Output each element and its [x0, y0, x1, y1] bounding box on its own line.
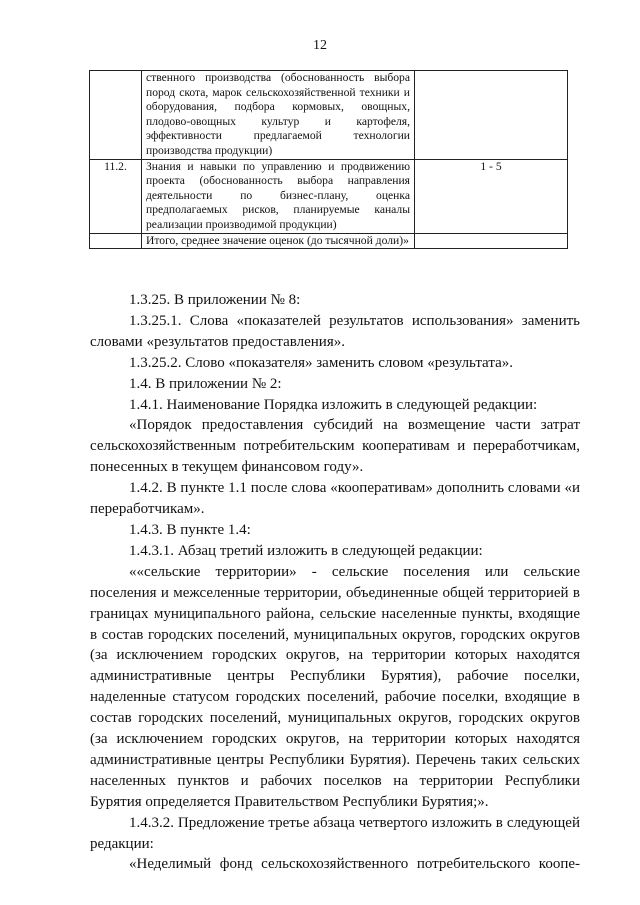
row-score — [415, 233, 568, 249]
paragraph: 1.3.25.1. Слова «показателей результатов использования» заменить словами «результатов предоставления». — [90, 312, 580, 350]
table-row — [90, 233, 568, 249]
row-description: Итого, среднее значение оценок (до тысячной доли)» — [142, 233, 415, 249]
row-number — [90, 71, 142, 160]
paragraph: 1.4.3.1. Абзац третий изложить в следующей редакции: — [129, 542, 483, 559]
row-description: Знания и навыки по управлению и продвижению проекта (обоснованность выбора направления деятельности по бизнес-плану, оценка предполагаемых рисков, планируемые каналы реализации производимой продукции) — [142, 159, 415, 233]
paragraph: 1.4. В приложении № 2: — [129, 375, 282, 392]
document-body — [90, 290, 580, 875]
paragraph: 1.4.3. В пункте 1.4: — [129, 521, 251, 538]
paragraph: «Неделимый фонд сельскохозяйственного потребительского коопе- — [129, 856, 580, 873]
paragraph: ««сельские территории» - сельские поселения или сельские поселения и межселенные территории, объединенные общей территорией в границах муниципального района, сельские населенные пункты, входящие в состав городских поселений, муниципальных округов, городских округов (за исключением городских округов, на территории которых находятся административные центры Республики Бурятия), рабочие поселки, наделенные статусом городских поселений, рабочие поселки, входящие в состав городских поселений, муниципальных округов, городских округов (за исключением городских округов, на территории которых находятся административные центры Республики Бурятия). Перечень таких сельских населенных пунктов и рабочих поселков на территории Республики Бурятия определяется Правительством Республики Бурятия;». — [90, 563, 580, 810]
row-description: ственного производства (обоснованность выбора пород скота, марок сельскохозяйственной техники и оборудования, подбора кормовых, овощных, плодово-овощных культур и картофеля, эффективности предлагаемой технологии производства продукции) — [142, 71, 415, 160]
paragraph: «Порядок предоставления субсидий на возмещение части затрат сельскохозяйственным потребительским кооперативам и переработчикам, понесенных в текущем финансовом году». — [90, 417, 580, 476]
row-score: 1 - 5 — [415, 159, 568, 233]
paragraph: 1.3.25. В приложении № 8: — [129, 292, 301, 308]
table-row — [90, 159, 568, 233]
row-number: 11.2. — [90, 159, 142, 233]
row-score — [415, 71, 568, 160]
criteria-table — [89, 70, 568, 249]
table-row — [90, 71, 568, 160]
paragraph: 1.4.1. Наименование Порядка изложить в следующей редакции: — [129, 396, 538, 413]
row-number — [90, 233, 142, 249]
paragraph: 1.3.25.2. Слово «показателя» заменить словом «результата». — [129, 354, 513, 371]
paragraph: 1.4.2. В пункте 1.1 после слова «кооперативам» дополнить словами «и переработчикам». — [90, 480, 580, 518]
paragraph: 1.4.3.2. Предложение третье абзаца четвертого изложить в следующей редакции: — [90, 814, 580, 852]
page-number: 12 — [313, 38, 327, 53]
